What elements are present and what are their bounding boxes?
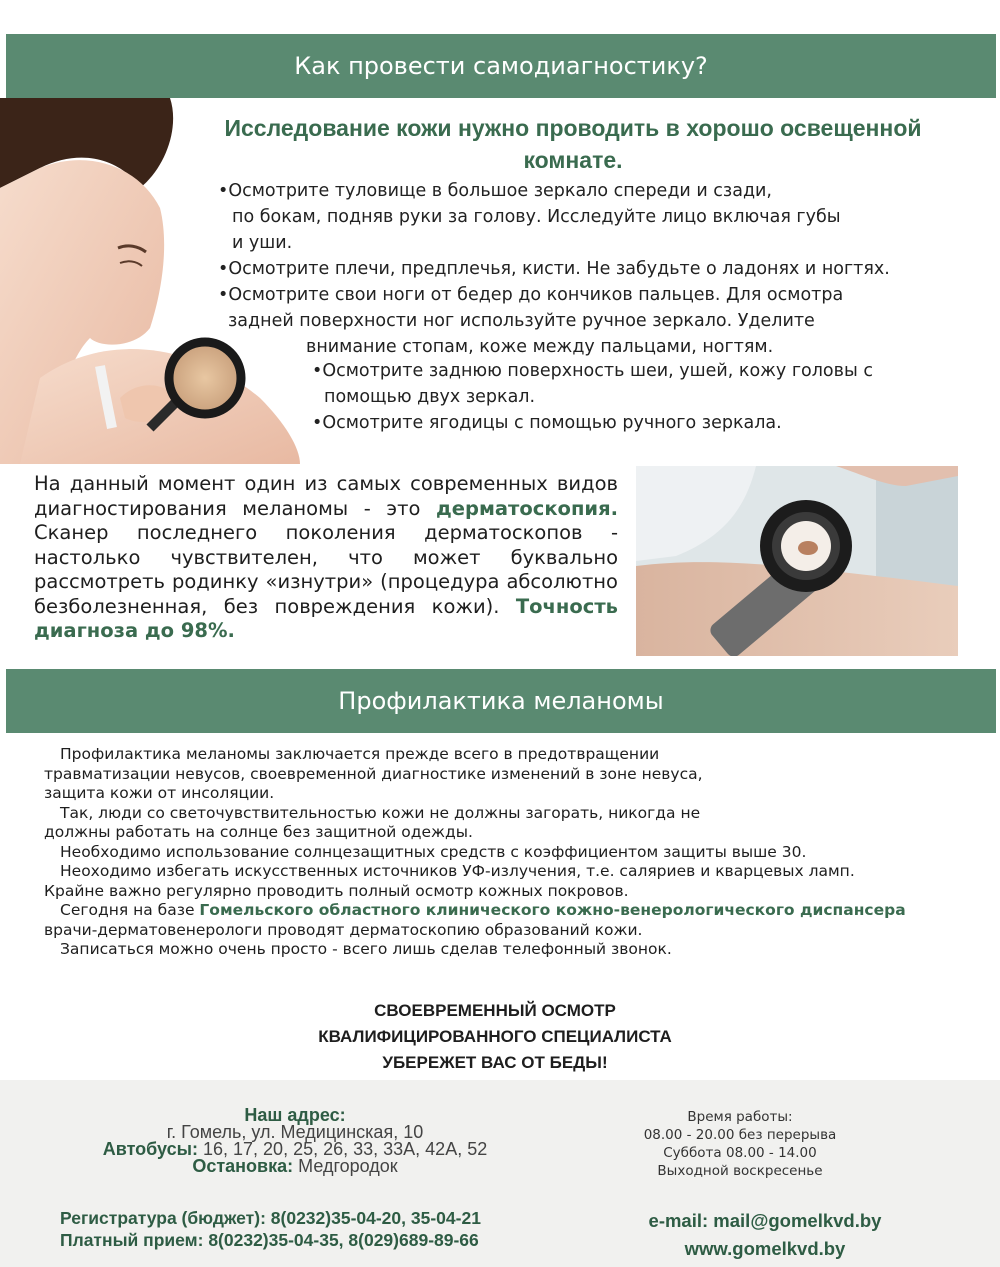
bullet-line: задней поверхности ног используйте ручное зеркало. Уделите xyxy=(228,311,815,331)
bullet-line: •Осмотрите свои ноги от бедер до кончиков пальцев. Для осмотра xyxy=(218,285,844,305)
website-link[interactable]: www.gomelkvd.by xyxy=(684,1238,846,1259)
dermatoscopy-term: дерматоскопия. xyxy=(436,496,619,520)
stop-label: Остановка: xyxy=(192,1156,294,1176)
hours-day-off: Выходной воскресенье xyxy=(657,1163,823,1179)
hours-saturday: Суббота 08.00 - 14.00 xyxy=(663,1145,817,1161)
bullet-arms xyxy=(218,256,978,282)
slogan-line: УБЕРЕЖЕТ ВАС ОТ БЕДЫ! xyxy=(382,1053,608,1072)
prevention-line: защита кожи от инсоляции. xyxy=(44,784,275,802)
prevention-line: Так, люди со светочувствительностью кожи не должны загорать, никогда не xyxy=(60,803,701,822)
prevention-line: Неоходимо избегать искусственных источников УФ-излучения, т.е. саляриев и кварцевых ламп. xyxy=(60,862,855,880)
section-banner-self-diagnosis xyxy=(6,34,996,98)
bullet-line: •Осмотрите плечи, предплечья, кисти. Не забудьте о ладонях и ногтях. xyxy=(218,259,890,279)
paid-label: Платный прием: xyxy=(60,1230,204,1250)
prevention-line: травматизации невусов, своевременной диагностике изменений в зоне невуса, xyxy=(44,764,703,783)
bullet-line: по бокам, подняв руки за голову. Исследуйте лицо включая губы xyxy=(232,207,841,227)
slogan-line: КВАЛИФИЦИРОВАННОГО СПЕЦИАЛИСТА xyxy=(318,1027,672,1046)
prevention-text xyxy=(44,745,974,960)
prevention-line: врачи-дерматовенерологи проводят дерматоскопию образований кожи. xyxy=(44,920,643,939)
section-banner-prevention xyxy=(6,669,996,733)
bullet-buttocks xyxy=(312,410,972,436)
bullet-line: внимание стопам, коже между пальцами, ногтям. xyxy=(306,337,774,357)
prevention-line: Профилактика меланомы заключается прежде всего в предотвращении xyxy=(60,745,660,763)
registry-phone[interactable]: 8(0232)35-04-20, 35-04-21 xyxy=(270,1208,481,1228)
working-hours xyxy=(620,1108,860,1180)
bullet-neck xyxy=(312,358,972,410)
clinic-name: Гомельского областного клинического кожно-венерологического диспансера xyxy=(199,901,906,919)
stop-value: Медгородок xyxy=(298,1156,398,1176)
dermatoscopy-paragraph xyxy=(34,472,618,644)
prevention-line-clinic xyxy=(44,901,974,921)
heading-line: Исследование кожи нужно проводить в хорошо освещенной xyxy=(224,115,922,141)
address-block xyxy=(70,1107,520,1175)
prevention-line: Крайне важно регулярно проводить полный осмотр кожных покровов. xyxy=(44,881,629,900)
banner-title: Как провести самодиагностику? xyxy=(294,52,708,80)
bullet-line: помощью двух зеркал. xyxy=(324,387,536,407)
banner-title: Профилактика меланомы xyxy=(338,687,664,715)
prevention-line: Записаться можно очень просто - всего лишь сделав телефонный звонок. xyxy=(60,940,672,958)
bullet-line: •Осмотрите ягодицы с помощью ручного зеркала. xyxy=(312,413,782,433)
prevention-line: Необходимо использование солнцезащитных средств с коэффициентом защиты выше 30. xyxy=(60,842,807,861)
accuracy-note: Точность диагноза до 98%. xyxy=(34,594,618,642)
bullet-torso xyxy=(218,178,918,256)
bullet-line: и уши. xyxy=(232,233,293,253)
online-contacts xyxy=(620,1207,910,1263)
bullet-legs xyxy=(218,282,978,360)
buses-value: 16, 17, 20, 25, 26, 33, 33А, 42А, 52 xyxy=(203,1139,488,1159)
bullet-line: •Осмотрите заднюю поверхность шеи, ушей, кожу головы с xyxy=(312,361,873,381)
bullet-line: •Осмотрите туловище в большое зеркало спереди и сзади, xyxy=(218,181,772,201)
registry-label: Регистратура (бюджет): xyxy=(60,1208,266,1228)
dermatoscope-photo xyxy=(636,466,958,656)
address-label: Наш адрес: xyxy=(244,1105,346,1125)
address-value: г. Гомель, ул. Медицинская, 10 xyxy=(166,1122,424,1142)
heading-line: комнате. xyxy=(523,147,623,173)
buses-label: Автобусы: xyxy=(102,1139,198,1159)
self-diagnosis-heading xyxy=(178,112,968,176)
prevention-line: должны работать на солнце без защитной одежды. xyxy=(44,823,473,841)
hours-label: Время работы: xyxy=(687,1109,793,1125)
paid-phone[interactable]: 8(0232)35-04-35, 8(029)689-89-66 xyxy=(208,1230,479,1250)
slogan-line: СВОЕВРЕМЕННЫЙ ОСМОТР xyxy=(374,1001,616,1020)
phone-block xyxy=(60,1207,580,1251)
dermatoscopy-text: На данный момент один из самых современных видов диагностирования меланомы - это xyxy=(34,472,618,520)
dermatoscopy-text: Сканер последнего поколения дерматоскопов - настолько чувствителен, что может буквально рассмотреть родинку «изнутри» (процедура абсолютно безболезненная, без повреждения кожи). xyxy=(34,521,618,618)
prevention-text-fragment: Сегодня на базе xyxy=(60,901,195,919)
hours-weekday: 08.00 - 20.00 без перерыва xyxy=(643,1127,837,1143)
slogan xyxy=(200,998,790,1076)
email-link[interactable]: e-mail: mail@gomelkvd.by xyxy=(648,1210,882,1231)
